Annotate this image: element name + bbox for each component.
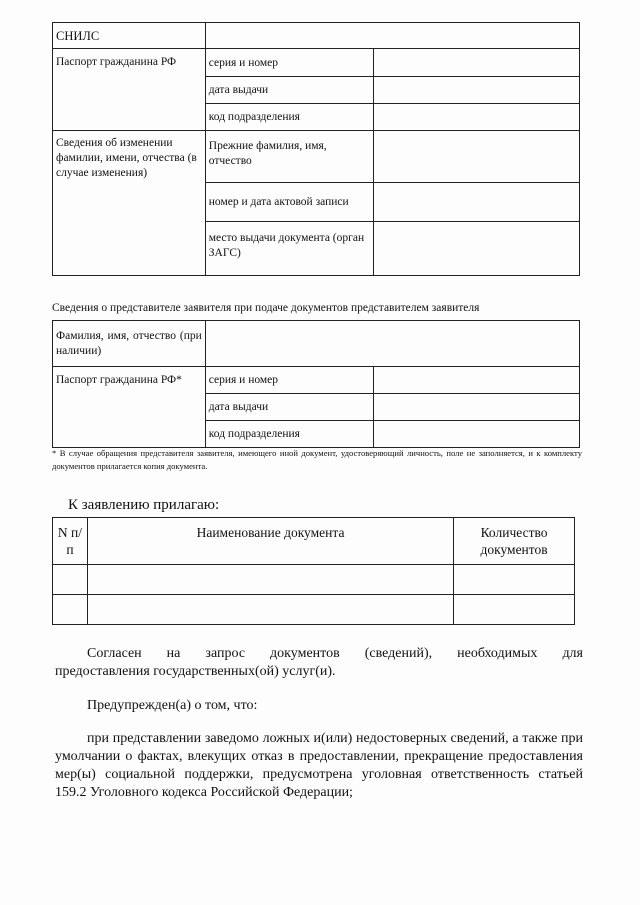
issue-place-field[interactable] [373, 222, 579, 276]
act-record-field[interactable] [373, 183, 579, 222]
passport-code-label: код подразделения [205, 104, 373, 131]
passport-series-label: серия и номер [205, 49, 373, 77]
table-row [53, 595, 575, 625]
consent-line-2: предоставления государственных(ой) услуг(и). [55, 664, 336, 679]
passport-date-field[interactable] [373, 77, 579, 104]
consent-line-1: Согласен на запрос документов (сведений), необходимых для [87, 646, 583, 661]
rep-passport-code-field[interactable] [373, 421, 579, 448]
row-name-cell[interactable] [87, 595, 453, 625]
row-name-cell[interactable] [87, 565, 453, 595]
rep-passport-date-field[interactable] [373, 394, 579, 421]
attachments-table [52, 517, 575, 625]
table-row [53, 565, 575, 595]
snils-field[interactable] [205, 23, 579, 49]
issue-place-label: место выдачи документа (орган ЗАГС) [205, 222, 373, 276]
col-name-header: Наименование документа [87, 518, 453, 565]
rep-passport-label: Паспорт гражданина РФ* [53, 367, 206, 448]
attachments-heading: К заявлению прилагаю: [68, 497, 220, 513]
rep-fio-field[interactable] [205, 321, 579, 367]
snils-label: СНИЛС [53, 23, 206, 49]
footnote: * В случае обращения представителя заявителя, имеющего иной документ, удостоверяющий личность, поле не заполняется, и к комплекту документов прилагается копия документа. [52, 448, 582, 471]
passport-date-label: дата выдачи [205, 77, 373, 104]
rep-passport-code-label: код подразделения [205, 421, 373, 448]
rep-passport-series-field[interactable] [373, 367, 579, 394]
applicant-info-table [52, 22, 580, 276]
representative-table [52, 320, 580, 448]
rep-passport-series-label: серия и номер [205, 367, 373, 394]
name-change-label: Сведения об изменении фамилии, имени, отчества (в случае изменения) [53, 131, 206, 276]
row-num-cell[interactable] [53, 595, 88, 625]
row-count-cell[interactable] [454, 595, 575, 625]
representative-heading: Сведения о представителе заявителя при подаче документов представителем заявителя [52, 302, 480, 314]
warning-text: при представлении заведомо ложных и(или) недостоверных сведений, а также при умолчании о фактах, влекущих отказ в предоставлении, прекращение предоставления мер(ы) социальной поддержки, предусмотрена уголовная ответственность статьей 159.2 Уголовного кодекса Российской Федерации; [55, 731, 583, 800]
passport-series-field[interactable] [373, 49, 579, 77]
act-record-label: номер и дата актовой записи [205, 183, 373, 222]
row-count-cell[interactable] [454, 565, 575, 595]
prev-name-label: Прежние фамилия, имя, отчество [205, 131, 373, 183]
prev-name-field[interactable] [373, 131, 579, 183]
col-num-header: N п/п [53, 518, 88, 565]
row-num-cell[interactable] [53, 565, 88, 595]
col-count-header: Количество документов [454, 518, 575, 565]
rep-passport-date-label: дата выдачи [205, 394, 373, 421]
warning-heading: Предупрежден(а) о том, что: [87, 698, 258, 713]
passport-code-field[interactable] [373, 104, 579, 131]
passport-label: Паспорт гражданина РФ [53, 49, 206, 131]
rep-fio-label: Фамилия, имя, отчество (при наличии) [53, 321, 206, 367]
